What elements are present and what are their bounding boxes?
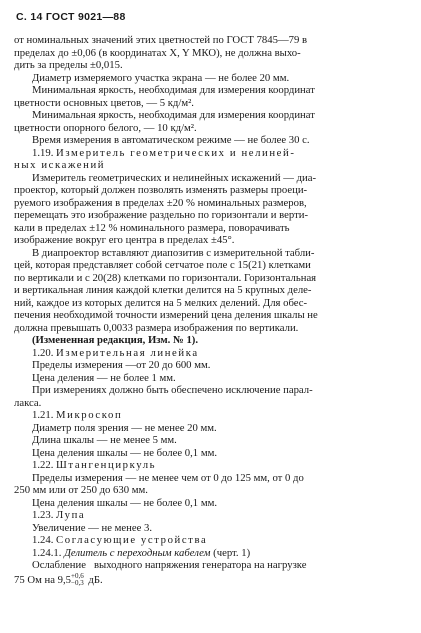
section-heading xyxy=(14,347,408,360)
page-header: С. 14 ГОСТ 9021—88 xyxy=(16,11,126,23)
section-title: Согласующие устройства xyxy=(56,534,208,546)
text-line: от номинальных значений этих цветностей по ГОСТ 7845—79 в xyxy=(14,34,308,46)
section-heading xyxy=(14,534,408,547)
text-line: (Измененная редакция, Изм. № 1). xyxy=(32,334,199,346)
paragraph xyxy=(14,247,408,335)
text-line: Диаметр измеряемого участка экрана — не более 20 мм. xyxy=(32,71,290,84)
text-line: печения необходимой точности измерений цена деления шкалы не xyxy=(14,309,318,321)
paragraph xyxy=(14,447,408,460)
subsection-heading xyxy=(14,547,408,560)
text-line: Длина шкалы — не менее 5 мм. xyxy=(32,434,177,446)
section-title: Микроскоп xyxy=(56,409,123,421)
section-number: 1.23. xyxy=(32,509,54,521)
section-number: 1.21. xyxy=(32,409,54,421)
paragraph xyxy=(14,84,408,109)
text-line: руемого изображения в пределах ±20 % номинальных размеров, xyxy=(14,196,307,209)
paragraph xyxy=(14,72,408,85)
text-line: лакса. xyxy=(14,396,42,409)
text-line: Минимальная яркость, необходимая для измерения координат xyxy=(32,84,315,96)
paragraph xyxy=(14,434,408,447)
text-line: В диапроектор вставляют диапозитив с измерительной табли- xyxy=(32,246,315,259)
paragraph xyxy=(14,109,408,134)
section-title: Штангенциркуль xyxy=(56,459,157,471)
paragraph xyxy=(14,34,408,72)
section-number: 1.24.1. xyxy=(32,546,62,559)
text-line: Диаметр поля зрения — не менее 20 мм. xyxy=(32,421,217,434)
paragraph xyxy=(14,559,408,588)
text-line: цветности основных цветов, — 5 кд/м². xyxy=(14,96,194,109)
text-line: Цена деления шкалы — не более 0,1 мм. xyxy=(32,446,218,459)
paragraph xyxy=(14,422,408,435)
text-line: Цена деления шкалы — не более 0,1 мм. xyxy=(32,496,218,509)
text-line: дить за пределы ±0,015. xyxy=(14,59,123,71)
paragraph xyxy=(14,134,408,147)
document-page xyxy=(14,10,408,625)
paragraph xyxy=(14,172,408,247)
text-line: и вертикальная линия каждой клетки делится на 5 крупных деле- xyxy=(14,284,312,296)
text-line: ний, каждое из которых делится на 5 мелких делений. Для обес- xyxy=(14,296,308,309)
tolerance-upper: +0,6 xyxy=(71,572,84,581)
text-line: цей, которая представляет собой сетчатое поле с 15(21) клетками xyxy=(14,259,311,271)
paragraph xyxy=(14,359,408,372)
text-line: должна превышать 0,0033 размера изображения по вертикали. xyxy=(14,321,299,334)
text-line: Увеличение — не менее 3. xyxy=(32,521,153,534)
text-line: кали в пределах ±12 % номинального размера, поворачивать xyxy=(14,221,290,234)
text-line: изображение вокруг его центра в пределах ±45°. xyxy=(14,234,235,246)
text-line: Пределы измерения — не менее чем от 0 до 125 мм, от 0 до xyxy=(32,471,304,484)
text-line: проектор, который должен позволять изменять размеры проеци- xyxy=(14,184,308,196)
paragraph xyxy=(14,384,408,409)
section-number: 1.22. xyxy=(32,459,54,471)
paragraph xyxy=(14,522,408,535)
paragraph xyxy=(14,472,408,497)
text-line: цветности опорного белого, — 10 кд/м². xyxy=(14,121,197,134)
paragraph xyxy=(14,497,408,510)
text-fragment: дБ. xyxy=(88,573,103,586)
text-line: При измерениях должно быть обеспечено исключение парал- xyxy=(32,384,313,396)
text-line: Измеритель геометрических и нелинейных искажений — диа- xyxy=(32,171,317,184)
text-line: перемещать это изображение раздельно по горизонтали и верти- xyxy=(14,209,309,221)
section-title: Лупа xyxy=(56,509,86,521)
text-line: Цена деления — не более 1 мм. xyxy=(32,371,176,384)
section-number: 1.24. xyxy=(32,534,54,546)
text-fragment: Ослабление xyxy=(32,559,86,571)
section-title: ных искажений xyxy=(14,159,106,171)
edit-note xyxy=(14,334,408,347)
text-line: 250 мм или от 250 до 630 мм. xyxy=(14,484,148,496)
section-heading xyxy=(14,409,408,422)
text-line: пределах до ±0,06 (в координатах X, Y МКО), не должна выхо- xyxy=(14,46,301,59)
text-line: по вертикали и с 20(28) клетками по горизонтали. Горизонтальная xyxy=(14,271,317,284)
text-line: Время измерения в автоматическом режиме — не более 30 с. xyxy=(32,134,310,146)
tolerance-lower: −0,3 xyxy=(71,579,84,588)
section-heading xyxy=(14,147,408,172)
text-line: Минимальная яркость, необходимая для измерения координат xyxy=(32,109,315,121)
section-number: 1.19. xyxy=(32,146,54,159)
text-line: Пределы измерения —от 20 до 600 мм. xyxy=(32,359,211,371)
section-number: 1.20. xyxy=(32,346,54,359)
text-fragment: выходного напряжения генератора на нагрузке xyxy=(94,559,307,571)
section-title: Делитель с переходным кабелем xyxy=(64,546,211,559)
paragraph xyxy=(14,372,408,385)
text-fragment: 75 Ом на 9,5 xyxy=(14,573,72,586)
figure-reference: (черт. 1) xyxy=(213,546,251,559)
section-title: Измеритель геометрических и нелиней- xyxy=(56,146,296,159)
section-heading xyxy=(14,459,408,472)
section-title: Измерительная линейка xyxy=(56,346,199,359)
section-heading xyxy=(14,509,408,522)
